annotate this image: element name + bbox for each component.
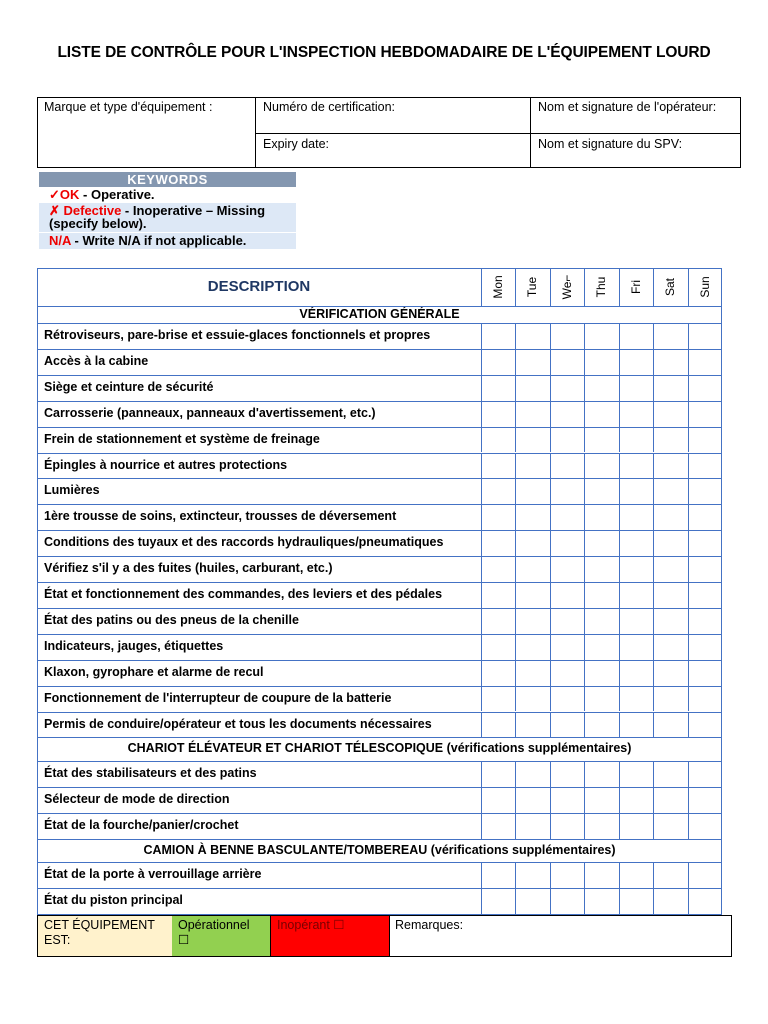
day-check-cell[interactable] bbox=[516, 557, 549, 582]
day-check-cell[interactable] bbox=[689, 788, 722, 813]
checklist-item: Accès à la cabine bbox=[44, 353, 149, 368]
day-check-cell[interactable] bbox=[516, 531, 549, 556]
day-header-6: Sun bbox=[697, 276, 712, 298]
day-check-cell[interactable] bbox=[551, 376, 584, 401]
day-check-cell[interactable] bbox=[482, 428, 515, 453]
day-check-cell[interactable] bbox=[482, 454, 515, 479]
day-check-cell[interactable] bbox=[620, 505, 653, 530]
day-check-cell[interactable] bbox=[551, 661, 584, 686]
day-check-cell[interactable] bbox=[654, 609, 687, 634]
day-check-cell[interactable] bbox=[654, 788, 687, 813]
day-check-cell[interactable] bbox=[654, 376, 687, 401]
day-check-cell[interactable] bbox=[689, 661, 722, 686]
expiry-date-field[interactable]: Expiry date: bbox=[263, 137, 330, 151]
checklist-item: Klaxon, gyrophare et alarme de recul bbox=[44, 664, 264, 679]
day-check-cell[interactable] bbox=[482, 557, 515, 582]
day-check-cell[interactable] bbox=[620, 687, 653, 712]
day-check-cell[interactable] bbox=[585, 762, 618, 787]
day-check-cell[interactable] bbox=[551, 635, 584, 660]
day-check-cell[interactable] bbox=[585, 324, 618, 349]
day-check-cell[interactable] bbox=[551, 583, 584, 608]
day-check-cell[interactable] bbox=[551, 687, 584, 712]
section-title: CAMION À BENNE BASCULANTE/TOMBEREAU (vérifications supplémentaires) bbox=[143, 842, 616, 857]
day-check-cell[interactable] bbox=[551, 350, 584, 375]
day-check-cell[interactable] bbox=[620, 479, 653, 504]
day-check-cell[interactable] bbox=[689, 454, 722, 479]
day-check-cell[interactable] bbox=[654, 454, 687, 479]
day-check-cell[interactable] bbox=[482, 505, 515, 530]
checklist-item: État de la porte à verrouillage arrière bbox=[44, 867, 262, 882]
day-check-cell[interactable] bbox=[482, 687, 515, 712]
checklist-item: Sélecteur de mode de direction bbox=[44, 791, 230, 806]
day-check-cell[interactable] bbox=[585, 479, 618, 504]
day-check-cell[interactable] bbox=[654, 350, 687, 375]
day-check-cell[interactable] bbox=[551, 505, 584, 530]
day-check-cell[interactable] bbox=[689, 583, 722, 608]
day-check-cell[interactable] bbox=[516, 376, 549, 401]
day-check-cell[interactable] bbox=[689, 505, 722, 530]
day-check-cell[interactable] bbox=[551, 454, 584, 479]
keyword-ok: ✓OK - Operative. bbox=[39, 187, 296, 203]
day-check-cell[interactable] bbox=[482, 863, 515, 888]
day-check-cell[interactable] bbox=[551, 428, 584, 453]
operator-signature-field[interactable]: Nom et signature de l'opérateur: bbox=[538, 100, 717, 114]
day-check-cell[interactable] bbox=[585, 713, 618, 738]
day-check-cell[interactable] bbox=[551, 402, 584, 427]
day-check-cell[interactable] bbox=[516, 402, 549, 427]
day-header-4: Fri bbox=[628, 280, 643, 294]
keyword-defective: ✗ Defective - Inoperative – Missing (specify below). bbox=[39, 203, 296, 232]
checklist-item: Fonctionnement de l'interrupteur de coupure de la batterie bbox=[44, 690, 392, 705]
day-check-cell[interactable] bbox=[689, 350, 722, 375]
day-check-cell[interactable] bbox=[689, 635, 722, 660]
keyword-na: N/A - Write N/A if not applicable. bbox=[39, 232, 296, 250]
day-check-cell[interactable] bbox=[482, 402, 515, 427]
day-header-5: Sat bbox=[663, 277, 678, 297]
checklist-item: État des stabilisateurs et des patins bbox=[44, 765, 257, 780]
checklist-item: Conditions des tuyaux et des raccords hydrauliques/pneumatiques bbox=[44, 535, 444, 550]
day-check-cell[interactable] bbox=[551, 324, 584, 349]
day-check-cell[interactable] bbox=[689, 687, 722, 712]
day-check-cell[interactable] bbox=[654, 324, 687, 349]
day-check-cell[interactable] bbox=[620, 402, 653, 427]
day-check-cell[interactable] bbox=[689, 713, 722, 738]
day-check-cell[interactable] bbox=[516, 661, 549, 686]
checklist-item: État de la fourche/panier/crochet bbox=[44, 817, 239, 832]
day-check-cell[interactable] bbox=[620, 557, 653, 582]
day-check-cell[interactable] bbox=[516, 454, 549, 479]
day-check-cell[interactable] bbox=[654, 687, 687, 712]
day-check-cell[interactable] bbox=[654, 402, 687, 427]
day-check-cell[interactable] bbox=[585, 583, 618, 608]
day-check-cell[interactable] bbox=[516, 687, 549, 712]
inoperant-checkbox[interactable]: Inopérant ☐ bbox=[271, 915, 390, 957]
day-check-cell[interactable] bbox=[551, 609, 584, 634]
day-check-cell[interactable] bbox=[654, 505, 687, 530]
day-check-cell[interactable] bbox=[654, 428, 687, 453]
day-check-cell[interactable] bbox=[689, 428, 722, 453]
day-check-cell[interactable] bbox=[482, 324, 515, 349]
day-check-cell[interactable] bbox=[689, 557, 722, 582]
remarks-field[interactable]: Remarques: bbox=[389, 915, 732, 957]
day-check-cell[interactable] bbox=[654, 479, 687, 504]
checklist-item: Siège et ceinture de sécurité bbox=[44, 379, 214, 394]
day-check-cell[interactable] bbox=[689, 762, 722, 787]
day-check-cell[interactable] bbox=[551, 479, 584, 504]
day-check-cell[interactable] bbox=[482, 376, 515, 401]
day-check-cell[interactable] bbox=[620, 788, 653, 813]
equipment-info-table bbox=[37, 97, 741, 168]
day-check-cell[interactable] bbox=[516, 713, 549, 738]
day-check-cell[interactable] bbox=[620, 531, 653, 556]
day-check-cell[interactable] bbox=[482, 713, 515, 738]
day-check-cell[interactable] bbox=[516, 863, 549, 888]
day-check-cell[interactable] bbox=[620, 350, 653, 375]
day-check-cell[interactable] bbox=[654, 713, 687, 738]
checklist-item: Rétroviseurs, pare-brise et essuie-glaces fonctionnels et propres bbox=[44, 328, 431, 342]
day-check-cell[interactable] bbox=[620, 583, 653, 608]
day-check-cell[interactable] bbox=[516, 609, 549, 634]
day-check-cell[interactable] bbox=[620, 609, 653, 634]
day-check-cell[interactable] bbox=[551, 889, 584, 914]
day-check-cell[interactable] bbox=[654, 863, 687, 888]
day-check-cell[interactable] bbox=[620, 324, 653, 349]
day-header-2: We⌐ bbox=[559, 274, 574, 300]
day-check-cell[interactable] bbox=[516, 428, 549, 453]
day-check-cell[interactable] bbox=[482, 788, 515, 813]
section-title: CHARIOT ÉLÉVATEUR ET CHARIOT TÉLESCOPIQUE (vérifications supplémentaires) bbox=[127, 741, 632, 756]
checklist-item: Épingles à nourrice et autres protections bbox=[44, 457, 288, 472]
day-check-cell[interactable] bbox=[551, 557, 584, 582]
day-check-cell[interactable] bbox=[585, 635, 618, 660]
day-check-cell[interactable] bbox=[620, 661, 653, 686]
day-check-cell[interactable] bbox=[516, 350, 549, 375]
checklist-item: Lumières bbox=[44, 483, 100, 498]
check-icon: ✓OK bbox=[49, 187, 80, 202]
checklist-item: Vérifiez s'il y a des fuites (huiles, carburant, etc.) bbox=[44, 561, 333, 576]
day-check-cell[interactable] bbox=[516, 889, 549, 914]
day-check-cell[interactable] bbox=[585, 350, 618, 375]
day-check-cell[interactable] bbox=[654, 889, 687, 914]
day-check-cell[interactable] bbox=[585, 687, 618, 712]
day-check-cell[interactable] bbox=[482, 479, 515, 504]
day-check-cell[interactable] bbox=[585, 814, 618, 839]
spv-signature-field[interactable]: Nom et signature du SPV: bbox=[538, 137, 683, 151]
day-check-cell[interactable] bbox=[689, 814, 722, 839]
day-check-cell[interactable] bbox=[551, 762, 584, 787]
day-check-cell[interactable] bbox=[482, 814, 515, 839]
day-check-cell[interactable] bbox=[585, 788, 618, 813]
day-check-cell[interactable] bbox=[620, 814, 653, 839]
day-check-cell[interactable] bbox=[585, 863, 618, 888]
day-check-cell[interactable] bbox=[620, 376, 653, 401]
day-check-cell[interactable] bbox=[516, 762, 549, 787]
day-check-cell[interactable] bbox=[689, 609, 722, 634]
day-check-cell[interactable] bbox=[482, 762, 515, 787]
page-title: LISTE DE CONTRÔLE POUR L'INSPECTION HEBDOMADAIRE DE L'ÉQUIPEMENT LOURD bbox=[57, 44, 711, 61]
day-check-cell[interactable] bbox=[482, 531, 515, 556]
section-title: VÉRIFICATION GÉNÉRALE bbox=[299, 307, 460, 321]
day-check-cell[interactable] bbox=[585, 376, 618, 401]
day-check-cell[interactable] bbox=[482, 635, 515, 660]
day-check-cell[interactable] bbox=[482, 661, 515, 686]
day-check-cell[interactable] bbox=[689, 531, 722, 556]
day-check-cell[interactable] bbox=[585, 557, 618, 582]
day-check-cell[interactable] bbox=[516, 788, 549, 813]
day-check-cell[interactable] bbox=[689, 889, 722, 914]
day-check-cell[interactable] bbox=[516, 479, 549, 504]
day-check-cell[interactable] bbox=[482, 889, 515, 914]
day-check-cell[interactable] bbox=[551, 788, 584, 813]
day-check-cell[interactable] bbox=[689, 324, 722, 349]
operational-checkbox[interactable]: Opérationnel ☐ bbox=[172, 915, 271, 957]
day-check-cell[interactable] bbox=[585, 531, 618, 556]
day-check-cell[interactable] bbox=[620, 762, 653, 787]
keywords-legend bbox=[39, 172, 296, 249]
day-check-cell[interactable] bbox=[654, 531, 687, 556]
day-check-cell[interactable] bbox=[551, 713, 584, 738]
day-header-3: Thu bbox=[594, 276, 609, 298]
checklist-item: Indicateurs, jauges, étiquettes bbox=[44, 638, 224, 653]
description-header: DESCRIPTION bbox=[207, 278, 311, 295]
day-check-cell[interactable] bbox=[516, 635, 549, 660]
checklist-item: Frein de stationnement et système de freinage bbox=[44, 431, 320, 446]
day-check-cell[interactable] bbox=[585, 609, 618, 634]
day-check-cell[interactable] bbox=[654, 814, 687, 839]
day-check-cell[interactable] bbox=[551, 531, 584, 556]
checklist-item: État et fonctionnement des commandes, des leviers et des pédales bbox=[44, 587, 443, 601]
day-header-1: Tue bbox=[525, 276, 540, 298]
day-check-cell[interactable] bbox=[620, 635, 653, 660]
day-check-cell[interactable] bbox=[585, 889, 618, 914]
day-check-cell[interactable] bbox=[482, 609, 515, 634]
day-check-cell[interactable] bbox=[620, 428, 653, 453]
day-check-cell[interactable] bbox=[689, 402, 722, 427]
day-check-cell[interactable] bbox=[654, 635, 687, 660]
day-check-cell[interactable] bbox=[516, 814, 549, 839]
day-check-cell[interactable] bbox=[516, 324, 549, 349]
day-check-cell[interactable] bbox=[482, 583, 515, 608]
day-check-cell[interactable] bbox=[516, 583, 549, 608]
day-check-cell[interactable] bbox=[585, 505, 618, 530]
day-check-cell[interactable] bbox=[689, 863, 722, 888]
checklist-item: État des patins ou des pneus de la chenille bbox=[44, 612, 299, 627]
day-check-cell[interactable] bbox=[585, 454, 618, 479]
checklist-item: État du piston principal bbox=[44, 893, 183, 907]
checklist-table bbox=[37, 268, 722, 916]
keywords-heading: KEYWORDS bbox=[39, 172, 296, 187]
status-label: CET ÉQUIPEMENT EST: bbox=[37, 915, 173, 957]
day-check-cell[interactable] bbox=[689, 479, 722, 504]
checklist-item: Carrosserie (panneaux, panneaux d'avertissement, etc.) bbox=[44, 405, 376, 420]
certification-number-field[interactable]: Numéro de certification: bbox=[263, 100, 396, 114]
day-check-cell[interactable] bbox=[654, 557, 687, 582]
checklist-item: Permis de conduire/opérateur et tous les documents nécessaires bbox=[44, 716, 432, 731]
day-check-cell[interactable] bbox=[620, 863, 653, 888]
day-check-cell[interactable] bbox=[689, 376, 722, 401]
day-check-cell[interactable] bbox=[654, 661, 687, 686]
cross-icon: ✗ Defective bbox=[49, 202, 122, 218]
day-check-cell[interactable] bbox=[585, 661, 618, 686]
day-check-cell[interactable] bbox=[620, 713, 653, 738]
day-check-cell[interactable] bbox=[585, 402, 618, 427]
day-check-cell[interactable] bbox=[620, 454, 653, 479]
day-check-cell[interactable] bbox=[585, 428, 618, 453]
checklist-item: 1ère trousse de soins, extincteur, trousses de déversement bbox=[44, 509, 397, 524]
day-check-cell[interactable] bbox=[482, 350, 515, 375]
day-header-0: Mon bbox=[491, 275, 505, 299]
day-check-cell[interactable] bbox=[654, 762, 687, 787]
equipment-type-field[interactable]: Marque et type d'équipement : bbox=[44, 100, 213, 114]
equipment-status-footer bbox=[37, 915, 732, 957]
day-check-cell[interactable] bbox=[551, 814, 584, 839]
day-check-cell[interactable] bbox=[551, 863, 584, 888]
day-check-cell[interactable] bbox=[516, 505, 549, 530]
day-check-cell[interactable] bbox=[654, 583, 687, 608]
day-check-cell[interactable] bbox=[620, 889, 653, 914]
